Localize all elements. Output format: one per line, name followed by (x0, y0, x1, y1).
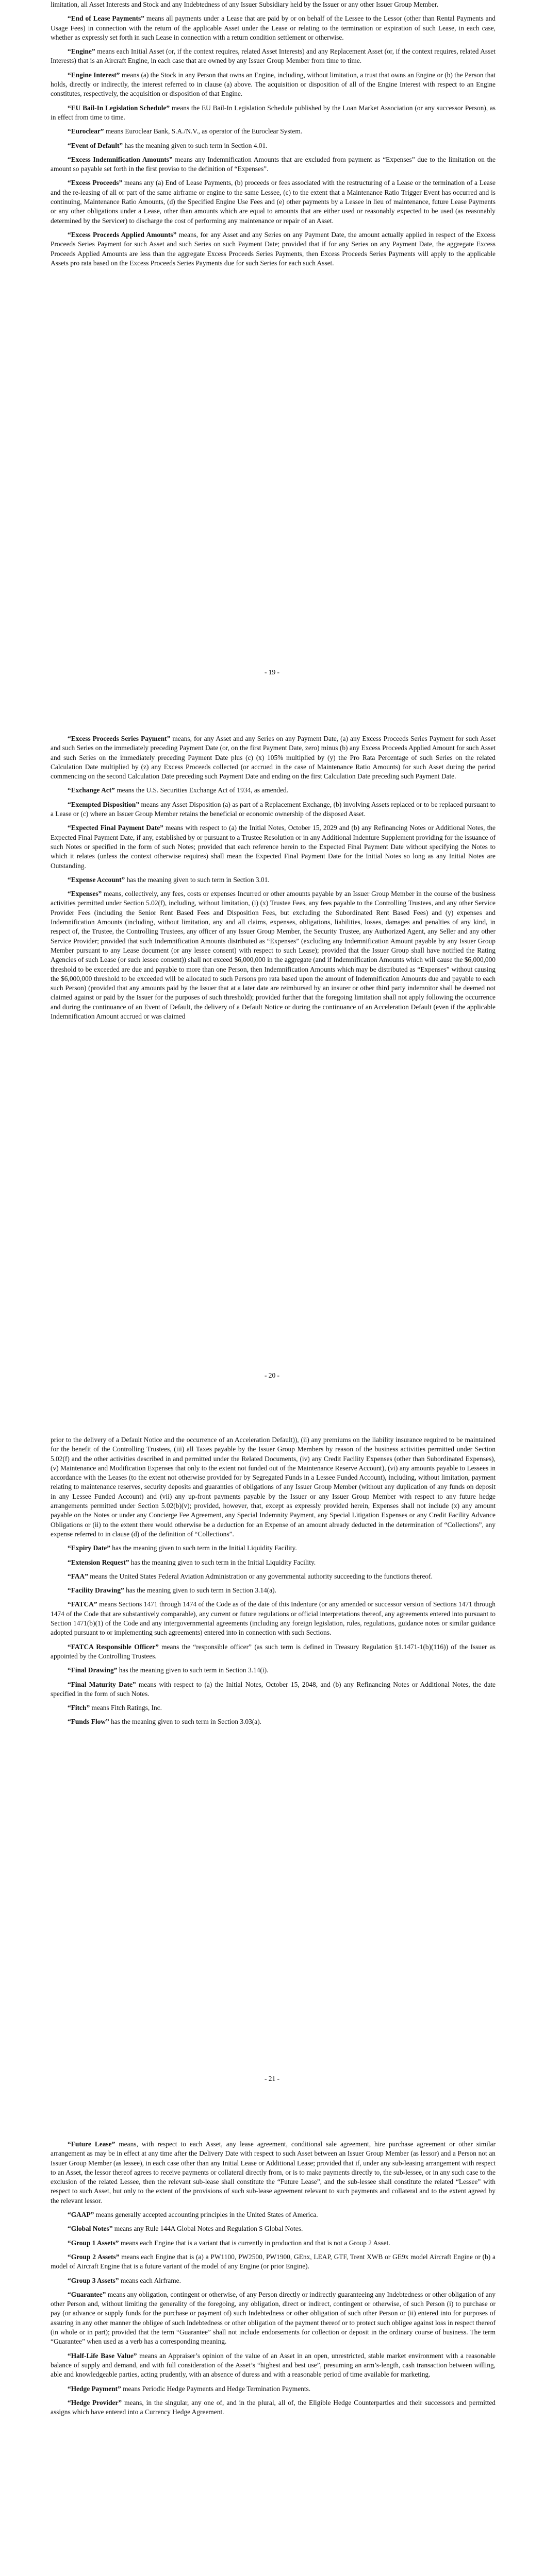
definition-text: has the meaning given to such term in Section 4.01. (123, 141, 268, 149)
defined-term: “Fitch” (68, 1704, 90, 1712)
page-number: - 21 - (264, 2075, 279, 2082)
definition-paragraph (51, 141, 496, 150)
definition-paragraph (51, 2224, 496, 2233)
definition-text: has the meaning given to such term in Section 3.14(i). (117, 1666, 269, 1674)
defined-term: “Future Lease” (68, 2140, 116, 2148)
definition-text: means with respect to (a) the Initial Notes, October 15, 2048, and (b) any Refinancing Notes or Additional Notes, the date specified in the form of such Notes. (51, 1680, 496, 1698)
definition-paragraph (51, 734, 496, 781)
definition-paragraph (51, 14, 496, 42)
definition-text: means Sections 1471 through 1474 of the Code as of the date of this Indenture (or any amended or successor version of Sections 1471 through 1474 of the Code that are substantively comparable), any current or future regulations or official interpretations thereof, any agreements entered into pursuant to Section 1471(b)(1) of the Code and any intergovernmental agreements (including any foreign legislation, rules, regulations, guidance notes or similar guidance adopted pursuant to or implementing such agreements) entered into in connection with such Sections. (51, 1600, 496, 1637)
definition-paragraph (51, 786, 496, 795)
definition-text: means any Indemnification Amounts that are excluded from payment as “Expenses” due to the limitation on the amount so payable set forth in the first proviso to the definition of “Expenses”. (51, 155, 496, 173)
defined-term: “FATCA” (68, 1600, 97, 1608)
definition-paragraph (51, 889, 496, 1021)
defined-term: “FAA” (68, 1572, 88, 1580)
defined-term: “Group 3 Assets” (68, 2276, 119, 2284)
document-page (0, 2110, 544, 2576)
continued-paragraph (51, 0, 496, 9)
defined-term: “Engine Interest” (68, 71, 120, 79)
definition-paragraph (51, 1666, 496, 1675)
defined-term: “Expenses” (68, 890, 102, 898)
definition-text: means (a) the Stock in any Person that owns an Engine, including, without limitation, a trust that owns an Engine or (b) the Person that holds, directly or indirectly, the interest referred to in clause (a) above. The acquisition or disposition of all of the Engine Interest with respect to an Engine constitutes, respectively, the acquisition or disposition of that Engine. (51, 71, 496, 98)
defined-term: “Group 1 Assets” (68, 2239, 119, 2247)
defined-term: “Funds Flow” (68, 1718, 109, 1726)
definition-text: means the United States Federal Aviation Administration or any governmental authority succeeding to the functions thereof. (88, 1572, 433, 1580)
page-number: - 20 - (264, 1371, 279, 1379)
definition-paragraph (51, 2290, 496, 2347)
defined-term: “Engine” (68, 47, 95, 56)
defined-term: “Excess Proceeds Applied Amounts” (68, 230, 177, 239)
definition-paragraph (51, 823, 496, 870)
definition-paragraph (51, 2398, 496, 2417)
definition-text: means any Rule 144A Global Notes and Regulation S Global Notes. (112, 2225, 303, 2233)
defined-term: “Excess Indemnification Amounts” (68, 155, 173, 163)
definition-paragraph (51, 1717, 496, 1726)
definition-text: has the meaning given to such term in Section 3.03(a). (109, 1718, 262, 1726)
definition-text: means, with respect to each Asset, any lease agreement, conditional sale agreement, hire purchase agreement or other similar arrangement as may be in effect at any time after the Delivery Date with respect to such Asset between an Issuer Group Member (as lessor) and a Person not an Issuer Group Member (as lessee), in each case other than any Initial Lease or Additional Lease; provided that if, under any sub-leasing arrangement with respect to an Asset, the lessor thereof agrees to receive payments or collateral directly from, or is to make payments directly to, the sub-lessee, or in any such case to the exclusion of the related Lessee, then the relevant sub-lease shall constitute the “Future Lease”, and the sub-lessee shall constitute the related “Lessee” with respect to such Asset, but only to the extent of the provisions of such sub-lease agreement relevant to such payments and collateral and to the extent agreed by the relevant lessor. (51, 2140, 496, 2205)
defined-term: “Euroclear” (68, 127, 104, 135)
definition-paragraph (51, 2276, 496, 2285)
definition-text: means each Engine that is a variant that is currently in production and that is not a Group 2 Asset. (119, 2239, 390, 2247)
definition-paragraph (51, 2140, 496, 2206)
definition-text: means any obligation, contingent or otherwise, of any Person directly or indirectly guaranteeing any Indebtedness or other obligation of any other Person and, without limiting the generality of the foregoing, any obligation, direct or indirect, contingent or otherwise, of such Person (i) to purchase or pay (or advance or supply funds for the purchase or payment of) such Indebtedness or other obligation of such other Person or (ii) entered into for purposes of assuring in any other manner the obligee of such Indebtedness or other obligation of the payment thereof or to protect such obligee against loss in respect thereof (in whole or in part); provided that the term “Guarantee” shall not include endorsements for collection or deposit in the ordinary course of business. The term “Guarantee” when used as a verb has a corresponding meaning. (51, 2290, 496, 2346)
definition-text: means Periodic Hedge Payments and Hedge Termination Payments. (121, 2384, 311, 2393)
definition-text: means, for any Asset and any Series on any Payment Date, (a) any Excess Proceeds Series Payment for such Asset and such Series on the immediately preceding Payment Date (or, on the first Payment Date, zero) minus (b) any Excess Proceeds Applied Amount for such Asset and such Series on the immediately preceding Payment Date plus (c) (x) 105% multiplied by (y) the Pro Rata Percentage of such Series on the related Calculation Date multiplied by (z) any Excess Proceeds collected (or accrued in the case of Maintenance Ratio Amounts) for such Asset during the period commencing on the second Calculation Date preceding such Payment Date and ending on the first Calculation Date preceding such Payment Date. (51, 735, 496, 781)
definition-paragraph (51, 1544, 496, 1553)
definition-text: means an Appraiser’s opinion of the value of an Asset in an open, unrestricted, stable market environment with a reasonable balance of supply and demand, and with full consideration of the Asset’s “highest and best use”, presuming an arm’s-length, cash transaction between willing, able and knowledgeable parties, acting prudently, with an absence of duress and with a reasonable period of time available for marketing. (51, 2351, 496, 2379)
defined-term: “Event of Default” (68, 141, 123, 149)
definition-text: means any Asset Disposition (a) as part of a Replacement Exchange, (b) involving Assets replaced or to be replaced pursuant to a Lease or (c) where an Issuer Group Member retains the beneficial or economic ownership of the disposed Asset. (51, 800, 496, 818)
defined-term: “End of Lease Payments” (68, 14, 144, 23)
definition-text: prior to the delivery of a Default Notice and the occurrence of an Acceleration Default)), (ii) any premiums on the liability insurance required to be maintained for the benefit of the Controlling Trustees, (iii) all Taxes payable by the Issuer Group Members by reason of the business activities permitted under Section 5.02(f) and the other activities described in and permitted under the Related Documents, (iv) any Credit Facility Expenses (other than Subordinated Expenses), (v) Maintenance and Modification Expenses that only to the extent not funded out of the Maintenance Reserve Account), (vi) any amounts payable to Lessees in accordance with the Leases (to the extent not otherwise provided for by Segregated Funds in a Lessee Funded Account), including, without limitation, payment relating to maintenance reserves, security deposits and guaranties of obligations of any Issuer Group Member (without any duplication of any funds on deposit in any Lessee Funded Account) and (vii) any up-front payments payable by the Issuer or any Issuer Group Member with respect to any future hedge arrangements permitted under Section 5.02(b)(v); provided, however, that, except as expressly provided herein, Expenses shall not include (x) any amount payable on the Notes or under any Concierge Fee Agreement, any Special Indemnity Payment, any Special Litigation Expenses or any Credit Facility Advance Obligations or (ii) to the extent there would otherwise be a deduction for an Expense of an amount already deducted in the determination of “Collections”, any expense referred to in clause (d) of the definition of “Collections”. (51, 1436, 496, 1538)
document-page (0, 0, 544, 703)
definition-paragraph (51, 1558, 496, 1567)
definition-paragraph (51, 71, 496, 99)
defined-term: “Guarantee” (68, 2290, 106, 2298)
defined-term: “Excess Proceeds” (68, 179, 123, 187)
defined-term: “Hedge Provider” (68, 2398, 122, 2406)
defined-term: “Global Notes” (68, 2225, 113, 2233)
definition-text: means, for any Asset and any Series on any Payment Date, the amount actually applied in respect of the Excess Proceeds Series Payment for such Asset and such Series on such Payment Date; provided that if for any Series on any Payment Date, the aggregate Excess Proceeds Applied Amounts are less than the aggregate Excess Proceeds Series Payments, then Excess Proceeds Series Payments will apply to the applicable Assets pro rata based on the Excess Proceeds Series Payments due for such Series for each such Asset. (51, 230, 496, 267)
definition-paragraph (51, 800, 496, 819)
definition-text: has the meaning given to such term in the Initial Liquidity Facility. (129, 1558, 316, 1566)
defined-term: “EU Bail-In Legislation Schedule” (68, 104, 170, 112)
definition-paragraph (51, 1600, 496, 1637)
document-page (0, 1406, 544, 2110)
definition-text: means the “responsible officer” (as such term is defined in Treasury Regulation §1.1471-1(b)(116)) of the Issuer as appointed by the Controlling Trustees. (51, 1642, 496, 1660)
definition-paragraph (51, 1642, 496, 1662)
definition-text: means Euroclear Bank, S.A./N.V., as operator of the Euroclear System. (104, 127, 303, 135)
definition-text: limitation, all Asset Interests and Stock and any Indebtedness of any Issuer Subsidiary held by the Issuer or any other Issuer Group Member. (51, 1, 438, 8)
definition-text: means with respect to (a) the Initial Notes, October 15, 2029 and (b) any Refinancing Notes or Additional Notes, the Expected Final Payment Date, if any, established by or pursuant to a Trustee Resolution or in any Additional Indenture Supplement providing for the issuance of such Notes or specified in the form of such Notes; provided that each reference herein to the Expected Final Payment Date without specifying the Notes to which it relates (unless the context otherwise requires) shall mean the Expected Final Payment Date for the Initial Notes so long as any Initial Notes are Outstanding. (51, 824, 496, 870)
defined-term: “Expiry Date” (68, 1544, 110, 1552)
definition-text: means the U.S. Securities Exchange Act of 1934, as amended. (114, 786, 289, 794)
definition-text: means generally accepted accounting principles in the United States of America. (94, 2211, 318, 2219)
definition-paragraph (51, 2384, 496, 2394)
definition-paragraph (51, 127, 496, 136)
defined-term: “Final Maturity Date” (68, 1680, 136, 1688)
definition-paragraph (51, 47, 496, 66)
definition-text: means, collectively, any fees, costs or expenses Incurred or other amounts payable by an Issuer Group Member in the course of the business activities permitted under Section 5.02(f), including, without limitation, (i) (x) Trustee Fees, any fees payable to the Controlling Trustees, and any other Service Provider Fees (including the Senior Rent Based Fees and Disposition Fees, but excluding the Subordinated Rent Based Fees) and (y) expenses and Indemnification Amounts (including, without limitation, any and all claims, expenses, obligations, liabilities, losses, damages and penalties of any kind, in respect of, the Trustee, the Controlling Trustees, any officer of any Issuer Group Member, the Security Trustee, any Authorized Agent, any Seller and any other Service Provider; provided that such Indemnification Amounts distributed as “Expenses” (excluding any Indemnification Amount payable by any Issuer Group Member pursuant to any Lease document (or any lessee consent) with respect to such Lease); provided that the Issuer Group shall have notified the Rating Agencies of such Lease (or such lessee consent)) shall not exceed $6,000,000 in the aggregate (and if Indemnification Amounts which will cause the $6,000,000 threshold to be exceeded are due and payable to more than one Person, then Indemnification Amounts which may be distributed as “Expenses” without causing the $6,000,000 threshold to be exceeded will be allocated to such Persons pro rata based upon the amount of Indemnification Amounts due and payable to each such Person) (provided that any amounts paid by the Issuer that at a later date are reimbursed by an insurer or other third party indemnitor shall be deemed not claimed against or paid by the Issuer for the purposes of such threshold); provided further that the foregoing limitation shall not apply following the occurrence and during the continuance of an Event of Default, the delivery of a Default Notice or during the continuance of an Acceleration Default (even if the applicable Indemnification Amount accrued or was claimed (51, 890, 496, 1021)
definition-text: means any (a) End of Lease Payments, (b) proceeds or fees associated with the restructuring of a Lease or the termination of a Lease and the re-leasing of all or part of the same airframe or engine to the same Lessee, (c) to the extent that a Maintenance Ratio Trigger Event has occurred and is continuing, Maintenance Ratio Amounts, (d) the Specified Engine Use Fees and (e) other payments by a Lessee in lieu of maintenance, future Lease Payments or any other obligations under a Lease, other than amounts which are equal to amounts that are either used or reasonably expected to be used (as reasonably determined by the Servicer) to discharge the cost of performing any maintenance or repair of an Asset. (51, 179, 496, 225)
defined-term: “Excess Proceeds Series Payment” (68, 735, 171, 742)
continued-paragraph (51, 1435, 496, 1539)
defined-term: “Final Drawing” (68, 1666, 118, 1674)
definition-paragraph (51, 178, 496, 225)
definition-text: has the meaning given to such term in Section 3.14(a). (124, 1586, 276, 1595)
definition-text: means all payments under a Lease that are paid by or on behalf of the Lessee to the Lessor (other than Rental Payments and Usage Fees) in connection with the return of the applicable Asset under the Lease or relating to the termination or expiration of such Lease, in each case, whether as expressly set forth in such Lease in connection with a return condition settlement or otherwise. (51, 14, 496, 41)
definition-text: has the meaning given to such term in Section 3.01. (125, 875, 270, 884)
definition-paragraph (51, 1680, 496, 1699)
definition-paragraph (51, 104, 496, 123)
definition-paragraph (51, 155, 496, 174)
definition-paragraph (51, 230, 496, 268)
defined-term: “Expense Account” (68, 875, 125, 884)
definition-text: means, in the singular, any one of, and in the plural, all of, the Eligible Hedge Counterparties and their successors and permitted assigns which have entered into a Currency Hedge Agreement. (51, 2398, 496, 2416)
definition-paragraph (51, 2252, 496, 2272)
definition-text: means the EU Bail-In Legislation Schedule published by the Loan Market Association (or any successor Person), as in effect from time to time. (51, 104, 496, 121)
definition-paragraph (51, 1586, 496, 1595)
definition-paragraph (51, 2239, 496, 2248)
definition-paragraph (51, 875, 496, 885)
defined-term: “Group 2 Assets” (68, 2252, 120, 2261)
definition-text: means each Airframe. (119, 2276, 181, 2284)
defined-term: “Hedge Payment” (68, 2384, 121, 2393)
definition-text: means each Engine that is (a) a PW1100, PW2500, PW1900, GEnx, LEAP, GTF, Trent XWB or GE9x model Aircraft Engine or (b) a model of Aircraft Engine that is a future variant of the model of any Engine (or prior Engine). (51, 2252, 496, 2270)
defined-term: “Half-Life Base Value” (68, 2351, 137, 2360)
definition-paragraph (51, 1703, 496, 1713)
definition-text: means each Initial Asset (or, if the context requires, related Asset Interests) and any Replacement Asset (or, if the context requires, related Asset Interests) that is an Aircraft Engine, in each case that are owned by any Issuer Group Member from time to time. (51, 47, 496, 65)
defined-term: “Facility Drawing” (68, 1586, 124, 1595)
definition-paragraph (51, 2351, 496, 2380)
defined-term: “Exempted Disposition” (68, 800, 139, 808)
definition-text: means Fitch Ratings, Inc. (90, 1704, 162, 1712)
page-number: - 19 - (264, 668, 279, 676)
defined-term: “GAAP” (68, 2211, 94, 2219)
defined-term: “FATCA Responsible Officer” (68, 1642, 159, 1651)
definition-text: has the meaning given to such term in the Initial Liquidity Facility. (110, 1544, 297, 1552)
definition-paragraph (51, 1572, 496, 1581)
defined-term: “Expected Final Payment Date” (68, 824, 163, 832)
definition-paragraph (51, 2210, 496, 2219)
defined-term: “Extension Request” (68, 1558, 129, 1566)
document-page (0, 703, 544, 1406)
defined-term: “Exchange Act” (68, 786, 115, 794)
